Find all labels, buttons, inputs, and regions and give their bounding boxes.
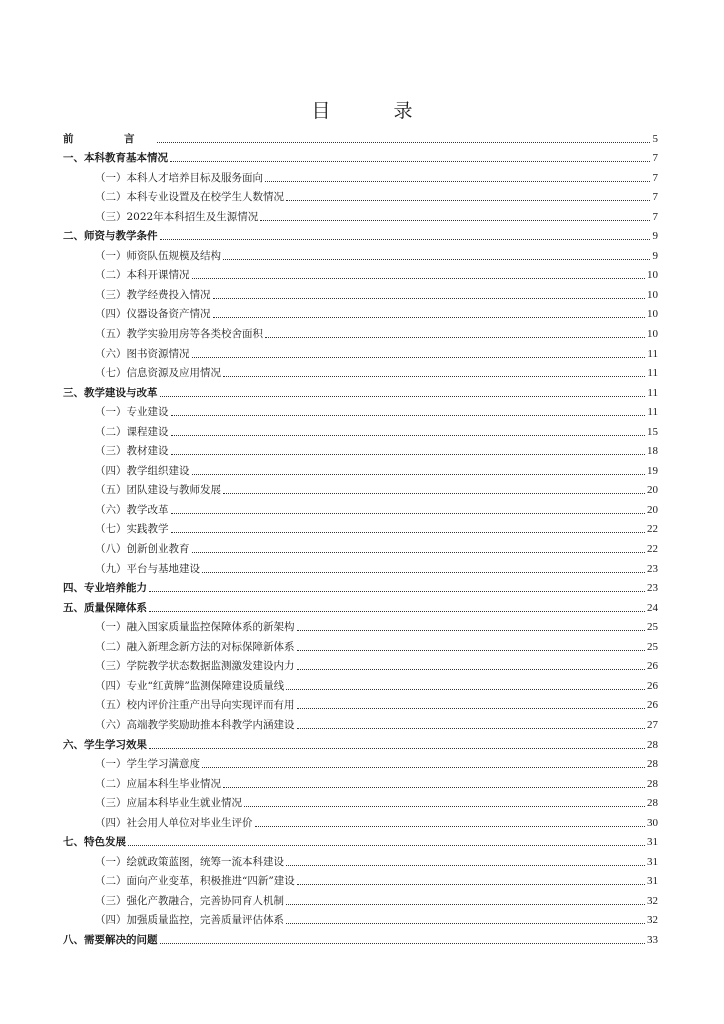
toc-section-entry[interactable]: [63, 185, 658, 205]
toc-section-entry[interactable]: [63, 693, 658, 713]
toc-entry-label: 四、专业培养能力: [63, 582, 147, 595]
toc-entry-label: （三）教学经费投入情况: [95, 288, 211, 301]
toc-section-entry[interactable]: [63, 243, 658, 263]
toc-section-entry[interactable]: [63, 361, 658, 381]
toc-dot-leader: [223, 492, 645, 494]
toc-entry-label: （六）图书资源情况: [95, 347, 190, 360]
toc-page-number: 24: [647, 601, 658, 614]
toc-entry-label: 一、本科教育基本情况: [63, 152, 168, 165]
toc-section-entry[interactable]: [63, 478, 658, 498]
toc-entry-label: （六）教学改革: [95, 503, 169, 516]
toc-section-entry[interactable]: [63, 634, 658, 654]
toc-dot-leader: [171, 531, 646, 533]
toc-entry-label: （二）融入新理念新方法的对标保障新体系: [95, 640, 295, 653]
toc-dot-leader: [297, 883, 645, 885]
toc-page-number: 9: [652, 249, 658, 262]
toc-section-entry[interactable]: [63, 869, 658, 889]
toc-entry-label: （四）仪器设备资产情况: [95, 308, 211, 321]
toc-dot-leader: [160, 942, 646, 944]
toc-dot-leader: [223, 375, 645, 377]
toc-page-number: 20: [647, 484, 658, 497]
toc-section-entry[interactable]: [63, 497, 658, 517]
toc-page-number: 15: [647, 425, 658, 438]
toc-dot-leader: [286, 688, 645, 690]
toc-page-number: 11: [647, 386, 658, 399]
toc-page-number: 20: [647, 503, 658, 516]
toc-page-number: 7: [652, 171, 658, 184]
toc-entry-label: （一）学生学习满意度: [95, 758, 200, 771]
toc-dot-leader: [171, 414, 646, 416]
toc-section-entry[interactable]: [63, 458, 658, 478]
toc-dot-leader: [202, 571, 645, 573]
toc-dot-leader: [286, 199, 650, 201]
toc-entry-label: （五）团队建设与教师发展: [95, 484, 221, 497]
toc-entry-label: （九）平台与基地建设: [95, 562, 200, 575]
toc-page-number: 11: [647, 406, 658, 419]
toc-page-number: 22: [647, 543, 658, 556]
toc-entry-label: （四）专业“红黄牌”监测保障建设质量线: [95, 679, 285, 692]
toc-entry-label: （八）创新创业教育: [95, 543, 190, 556]
toc-entry-label: （一）绘就政策蓝图，统筹一流本科建设: [95, 855, 284, 868]
toc-entry-label: 六、学生学习效果: [63, 738, 147, 751]
toc-entry-label: （七）实践教学: [95, 523, 169, 536]
toc-entry-label: （一）本科人才培养目标及服务面向: [95, 171, 263, 184]
toc-page-number: 25: [647, 640, 658, 653]
toc-dot-leader: [157, 141, 651, 143]
toc-dot-leader: [128, 844, 645, 846]
toc-page-number: 10: [647, 269, 658, 282]
toc-entry-label: 三、教学建设与改革: [63, 386, 158, 399]
toc-section-entry[interactable]: [63, 791, 658, 811]
toc-chapter-entry[interactable]: [63, 146, 658, 166]
toc-entry-label: （二）本科开课情况: [95, 269, 190, 282]
toc-dot-leader: [213, 297, 646, 299]
toc-entry-label: （一）师资队伍规模及结构: [95, 249, 221, 262]
toc-section-entry[interactable]: [63, 282, 658, 302]
toc-dot-leader: [265, 336, 645, 338]
toc-section-entry[interactable]: [63, 712, 658, 732]
toc-page-number: 33: [647, 933, 658, 946]
toc-page-number: 32: [647, 914, 658, 927]
toc-dot-leader: [297, 727, 646, 729]
toc-chapter-entry[interactable]: [63, 126, 658, 146]
toc-page-number: 26: [647, 660, 658, 673]
table-of-contents: [63, 126, 658, 947]
toc-page-number: 7: [652, 191, 658, 204]
toc-entry-label: （四）教学组织建设: [95, 464, 190, 477]
toc-entry-label: （一）融入国家质量监控保障体系的新架构: [95, 621, 295, 634]
toc-page-number: 31: [647, 836, 658, 849]
toc-dot-leader: [286, 922, 645, 924]
toc-page-number: 10: [647, 308, 658, 321]
toc-dot-leader: [297, 629, 646, 631]
toc-page-number: 18: [647, 445, 658, 458]
toc-page-number: 23: [647, 562, 658, 575]
toc-entry-label: （一）专业建设: [95, 406, 169, 419]
toc-section-entry[interactable]: [63, 673, 658, 693]
toc-entry-label: （二）面向产业变革，积极推进“四新”建设: [95, 875, 295, 888]
toc-entry-label: 五、质量保障体系: [63, 601, 147, 614]
toc-section-entry[interactable]: [63, 400, 658, 420]
toc-page-number: 7: [652, 152, 658, 165]
toc-entry-label: （五）校内评价注重产出导向实现评而有用: [95, 699, 295, 712]
toc-dot-leader: [160, 395, 646, 397]
toc-chapter-entry[interactable]: [63, 927, 658, 947]
toc-section-entry[interactable]: [63, 810, 658, 830]
toc-entry-label: （七）信息资源及应用情况: [95, 367, 221, 380]
toc-section-entry[interactable]: [63, 439, 658, 459]
toc-page-number: 10: [647, 328, 658, 341]
toc-chapter-entry[interactable]: [63, 732, 658, 752]
toc-section-entry[interactable]: [63, 771, 658, 791]
toc-page-number: 26: [647, 679, 658, 692]
toc-section-entry[interactable]: [63, 888, 658, 908]
toc-dot-leader: [171, 453, 646, 455]
toc-entry-label: （三）强化产教融合，完善协同育人机制: [95, 894, 284, 907]
toc-dot-leader: [223, 258, 650, 260]
toc-page-number: 27: [647, 718, 658, 731]
toc-entry-label: （三）应届本科毕业生就业情况: [95, 797, 242, 810]
toc-section-entry[interactable]: [63, 517, 658, 537]
toc-page-number: 22: [647, 523, 658, 536]
toc-dot-leader: [260, 219, 650, 221]
toc-page-number: 26: [647, 699, 658, 712]
toc-page-number: 10: [647, 288, 658, 301]
toc-dot-leader: [286, 903, 645, 905]
toc-section-entry[interactable]: [63, 654, 658, 674]
toc-entry-label: （四）加强质量监控，完善质量评估体系: [95, 914, 284, 927]
toc-page-number: 25: [647, 621, 658, 634]
toc-section-entry[interactable]: [63, 165, 658, 185]
toc-dot-leader: [171, 512, 646, 514]
toc-page-number: 11: [647, 367, 658, 380]
toc-page-number: 28: [647, 738, 658, 751]
toc-entry-label: （三）学院教学状态数据监测激发建设内力: [95, 660, 295, 673]
toc-entry-label: 前 言: [63, 132, 155, 145]
toc-dot-leader: [265, 180, 650, 182]
toc-entry-label: （三）2022年本科招生及生源情况: [95, 210, 259, 223]
toc-section-entry[interactable]: [63, 536, 658, 556]
toc-dot-leader: [213, 316, 646, 318]
toc-entry-label: 二、师资与教学条件: [63, 230, 158, 243]
toc-entry-label: （二）应届本科生毕业情况: [95, 777, 221, 790]
toc-dot-leader: [192, 356, 646, 358]
toc-entry-label: （四）社会用人单位对毕业生评价: [95, 816, 253, 829]
toc-dot-leader: [202, 766, 645, 768]
toc-entry-label: 八、需要解决的问题: [63, 933, 158, 946]
toc-entry-label: 七、特色发展: [63, 836, 126, 849]
toc-entry-label: （三）教材建设: [95, 445, 169, 458]
toc-page-number: 28: [647, 758, 658, 771]
toc-section-entry[interactable]: [63, 849, 658, 869]
toc-dot-leader: [297, 649, 646, 651]
toc-dot-leader: [244, 805, 645, 807]
toc-dot-leader: [192, 473, 646, 475]
toc-dot-leader: [171, 434, 646, 436]
toc-dot-leader: [160, 238, 651, 240]
toc-page-number: 32: [647, 894, 658, 907]
toc-entry-label: （二）本科专业设置及在校学生人数情况: [95, 191, 284, 204]
toc-dot-leader: [297, 707, 646, 709]
toc-chapter-entry[interactable]: [63, 576, 658, 596]
toc-dot-leader: [192, 277, 646, 279]
toc-page-number: 28: [647, 797, 658, 810]
toc-dot-leader: [223, 786, 645, 788]
page-title: 目 录: [311, 100, 435, 122]
toc-section-entry[interactable]: [63, 908, 658, 928]
toc-chapter-entry[interactable]: [63, 224, 658, 244]
toc-section-entry[interactable]: [63, 341, 658, 361]
toc-section-entry[interactable]: [63, 204, 658, 224]
toc-dot-leader: [297, 668, 646, 670]
toc-section-entry[interactable]: [63, 263, 658, 283]
toc-chapter-entry[interactable]: [63, 380, 658, 400]
toc-page-number: 11: [647, 347, 658, 360]
toc-entry-label: （二）课程建设: [95, 425, 169, 438]
toc-entry-label: （六）高端教学奖励助推本科教学内涵建设: [95, 718, 295, 731]
toc-section-entry[interactable]: [63, 556, 658, 576]
toc-page-number: 28: [647, 777, 658, 790]
toc-dot-leader: [255, 825, 646, 827]
toc-page-number: 7: [652, 210, 658, 223]
toc-chapter-entry[interactable]: [63, 830, 658, 850]
toc-page-number: 5: [652, 132, 658, 145]
toc-dot-leader: [149, 610, 645, 612]
toc-dot-leader: [286, 864, 645, 866]
toc-dot-leader: [149, 747, 645, 749]
toc-page-number: 9: [652, 230, 658, 243]
toc-page-number: 23: [647, 582, 658, 595]
toc-page-number: 19: [647, 464, 658, 477]
toc-section-entry[interactable]: [63, 752, 658, 772]
toc-page-number: 31: [647, 875, 658, 888]
toc-dot-leader: [192, 551, 646, 553]
toc-dot-leader: [170, 160, 650, 162]
toc-page-number: 31: [647, 855, 658, 868]
toc-chapter-entry[interactable]: [63, 595, 658, 615]
toc-page-number: 30: [647, 816, 658, 829]
toc-entry-label: （五）教学实验用房等各类校舍面积: [95, 328, 263, 341]
toc-section-entry[interactable]: [63, 321, 658, 341]
toc-dot-leader: [149, 590, 645, 592]
toc-section-entry[interactable]: [63, 302, 658, 322]
toc-section-entry[interactable]: [63, 615, 658, 635]
toc-section-entry[interactable]: [63, 419, 658, 439]
